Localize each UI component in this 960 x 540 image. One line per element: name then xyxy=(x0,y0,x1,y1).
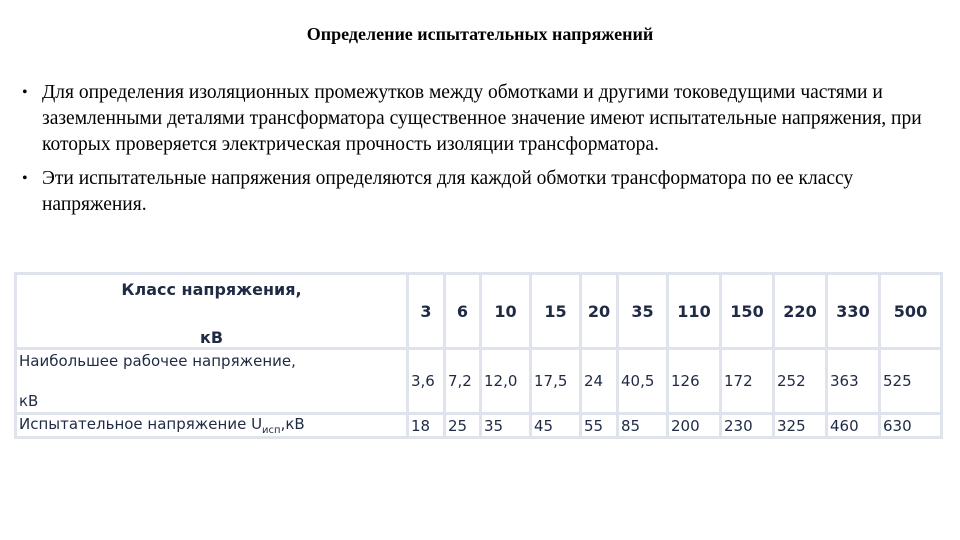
max-voltage-cell: 12,0 xyxy=(481,349,531,414)
voltage-class-cell: 6 xyxy=(445,274,481,349)
max-voltage-cell: 24 xyxy=(581,349,618,414)
voltage-class-label xyxy=(16,274,408,349)
bullet-text: Эти испытательные напряжения определяются для каждой обмотки трансформатора по ее классу напряжения. xyxy=(42,168,854,215)
max-voltage-cell: 363 xyxy=(827,349,880,414)
bullet-list xyxy=(22,80,942,226)
voltage-class-cell: 10 xyxy=(481,274,531,349)
test-voltage-label xyxy=(16,414,408,438)
table-header-row xyxy=(16,274,942,349)
max-voltage-label-unit: кВ xyxy=(19,392,39,410)
slide-title: Определение испытательных напряжений xyxy=(306,24,654,44)
test-voltage-cell: 18 xyxy=(408,414,445,438)
voltage-class-cell: 500 xyxy=(880,274,942,349)
test-voltage-cell: 325 xyxy=(774,414,827,438)
max-voltage-label-line1: Наибольшее рабочее напряжение, xyxy=(19,352,296,370)
test-voltage-cell: 25 xyxy=(445,414,481,438)
max-voltage-cell: 7,2 xyxy=(445,349,481,414)
test-voltage-cell: 35 xyxy=(481,414,531,438)
test-voltage-cell: 55 xyxy=(581,414,618,438)
max-voltage-cell: 252 xyxy=(774,349,827,414)
voltage-table xyxy=(14,272,943,439)
voltage-class-cell: 15 xyxy=(531,274,581,349)
max-voltage-row xyxy=(16,349,942,414)
test-voltage-label-main: Испытательное напряжение U xyxy=(19,415,263,433)
voltage-class-cell: 35 xyxy=(618,274,668,349)
max-voltage-label xyxy=(16,349,408,414)
max-voltage-cell: 40,5 xyxy=(618,349,668,414)
max-voltage-cell: 172 xyxy=(721,349,774,414)
voltage-class-cell: 330 xyxy=(827,274,880,349)
max-voltage-cell: 3,6 xyxy=(408,349,445,414)
bullet-dot-icon: • xyxy=(22,84,28,101)
test-voltage-label-unit: ,кВ xyxy=(280,415,305,433)
voltage-class-cell: 110 xyxy=(668,274,721,349)
voltage-class-cell: 20 xyxy=(581,274,618,349)
bullet-item xyxy=(22,80,942,158)
voltage-class-cell: 150 xyxy=(721,274,774,349)
max-voltage-cell: 17,5 xyxy=(531,349,581,414)
voltage-class-cell: 3 xyxy=(408,274,445,349)
bullet-item xyxy=(22,166,942,218)
test-voltage-cell: 85 xyxy=(618,414,668,438)
max-voltage-cell: 525 xyxy=(880,349,942,414)
bullet-dot-icon: • xyxy=(22,170,28,187)
test-voltage-cell: 630 xyxy=(880,414,942,438)
test-voltage-cell: 200 xyxy=(668,414,721,438)
voltage-class-cell: 220 xyxy=(774,274,827,349)
voltage-class-label-unit: кВ xyxy=(199,328,224,347)
test-voltage-cell: 45 xyxy=(531,414,581,438)
test-voltage-label-subscript: исп xyxy=(262,425,281,436)
max-voltage-cell: 126 xyxy=(668,349,721,414)
test-voltage-row xyxy=(16,414,942,438)
voltage-table-container xyxy=(14,272,940,439)
bullet-text: Для определения изоляционных промежутков между обмотками и другими токоведущими частями и заземленными деталями трансформатора существенное значение имеют испытательные напряжения, при которых проверяется электрическая прочность изоляции трансформатора. xyxy=(42,82,922,155)
voltage-class-label-line1: Класс напряжения, xyxy=(121,280,302,299)
test-voltage-cell: 460 xyxy=(827,414,880,438)
test-voltage-cell: 230 xyxy=(721,414,774,438)
